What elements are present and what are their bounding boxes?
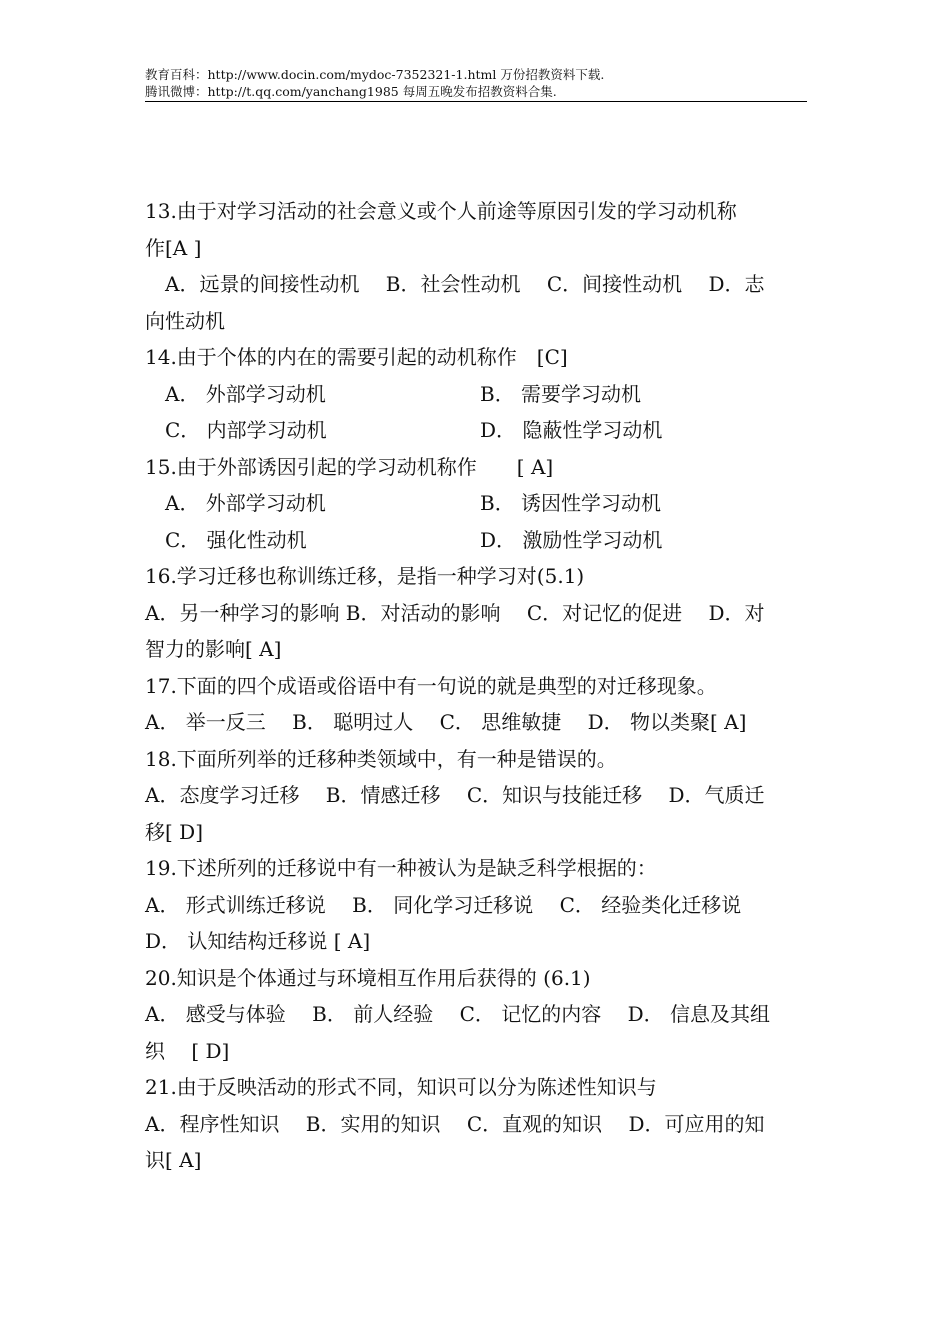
question-14-option-a: A． 外部学习动机 [165, 381, 326, 406]
question-20-stem: 20.知识是个体通过与环境相互作用后获得的 (6.1) [145, 965, 591, 990]
question-20-options: A． 感受与体验 B． 前人经验 C． 记忆的内容 D． 信息及其组 [145, 1002, 770, 1026]
question-13-stem: 13.由于对学习活动的社会意义或个人前途等原因引发的学习动机称 [145, 199, 737, 223]
question-21-options: A．程序性知识 B．实用的知识 C．直观的知识 D．可应用的知 [145, 1111, 765, 1136]
question-15-option-d: D． 激励性学习动机 [480, 527, 663, 552]
question-14-option-d: D． 隐蔽性学习动机 [480, 418, 663, 442]
question-15-option-c: C． 强化性动机 [165, 527, 307, 552]
header-line-weibo: 腾讯微博：http://t.qq.com/yanchang1985 每周五晚发布招教资料合集. [145, 84, 557, 99]
question-13-options: A．远景的间接性动机 B．社会性动机 C．间接性动机 D．志 [165, 272, 765, 296]
question-18-options: A．态度学习迁移 B．情感迁移 C．知识与技能迁移 D．气质迁 [145, 783, 765, 807]
question-15-stem: 15.由于外部诱因引起的学习动机称作 [ A] [145, 454, 554, 479]
question-17-stem: 17.下面的四个成语或俗语中有一句说的就是典型的对迁移现象。 [145, 673, 717, 698]
header-line-docin: 教育百科：http://www.docin.com/mydoc-7352321-1.html 万份招教资料下载. [145, 67, 605, 82]
question-15-option-a: A． 外部学习动机 [165, 491, 326, 515]
question-14-options-row2 [145, 412, 810, 449]
question-14-stem: 14.由于个体的内在的需要引起的动机称作 [C] [145, 345, 568, 369]
question-18-stem: 18.下面所列举的迁移种类领域中，有一种是错误的。 [145, 746, 617, 771]
question-14-option-c: C． 内部学习动机 [165, 418, 327, 442]
question-14-option-b: B． 需要学习动机 [480, 381, 642, 406]
question-21-options-cont: 识[ A] [145, 1148, 202, 1172]
question-15-options-row2 [145, 522, 810, 559]
question-15-options-row1 [145, 485, 810, 522]
page-header [145, 66, 807, 100]
header-divider [145, 101, 807, 102]
question-19-options-cont: D． 认知结构迁移说 [ A] [145, 929, 371, 953]
question-13-stem-cont: 作[A ] [145, 235, 202, 260]
question-body [145, 193, 810, 1179]
question-16-options-cont: 智力的影响[ A] [145, 637, 282, 661]
question-19-stem: 19.下述所列的迁移说中有一种被认为是缺乏科学根据的： [145, 856, 657, 880]
question-21-stem: 21.由于反映活动的形式不同，知识可以分为陈述性知识与 [145, 1075, 657, 1099]
question-16-stem: 16.学习迁移也称训练迁移，是指一种学习对(5.1) [145, 564, 585, 588]
question-20-options-cont: 织 [ D] [145, 1038, 230, 1063]
question-19-options: A． 形式训练迁移说 B． 同化学习迁移说 C． 经验类化迁移说 [145, 892, 742, 917]
question-13-options-cont: 向性动机 [145, 308, 225, 333]
question-15-option-b: B． 诱因性学习动机 [480, 491, 662, 515]
question-18-options-cont: 移[ D] [145, 819, 203, 844]
question-16-options: A．另一种学习的影响 B．对活动的影响 C．对记忆的促进 D．对 [145, 600, 765, 625]
question-17-options: A． 举一反三 B． 聪明过人 C． 思维敏捷 D． 物以类聚[ A] [145, 710, 747, 734]
question-14-options-row1 [145, 376, 810, 413]
